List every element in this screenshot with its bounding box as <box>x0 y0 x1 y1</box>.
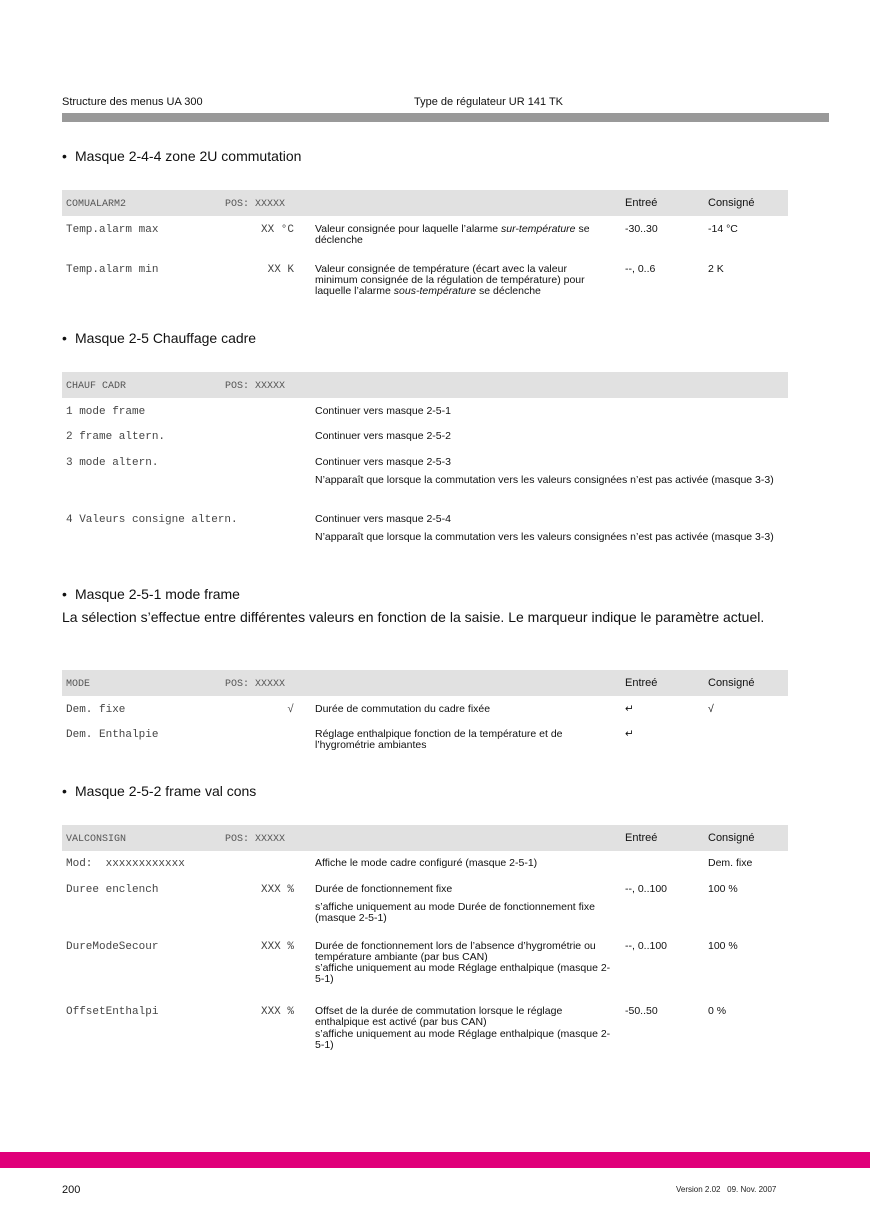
setpoint-value: 2 K <box>708 263 724 275</box>
param-name: Temp.alarm max <box>66 224 159 236</box>
mask-code: COMUALARM2 <box>66 199 127 210</box>
section-title-text: Masque 2-5 Chauffage cadre <box>75 330 257 346</box>
footer-bar <box>0 1152 870 1168</box>
desc-text: se déclenche <box>315 223 590 246</box>
param-name: Temp.alarm min <box>66 264 159 276</box>
pos-label: POS: XXXXX <box>225 199 286 210</box>
mask-code: VALCONSIGN <box>66 834 127 845</box>
setpoint-value: Dem. fixe <box>708 857 753 869</box>
entry-value: --, 0..100 <box>625 940 668 952</box>
param-description: Affiche le mode cadre configuré (masque 2-5-1) <box>315 857 538 869</box>
desc-text: se déclenche <box>476 285 541 297</box>
param-name: 4 Valeurs consigne altern. <box>66 514 238 526</box>
param-note: s’affiche uniquement au mode Durée de fonctionnement fixe (masque 2-5-1) <box>315 901 595 924</box>
param-description: Durée de fonctionnement fixe <box>315 883 453 895</box>
param-unit: XX °C <box>260 224 294 236</box>
setpoint-value: -14 °C <box>708 223 738 235</box>
param-note: N’apparaît que lorsque la commutation vers les valeurs consignées n’est pas activée (masque 3-3) <box>315 531 774 543</box>
bullet: • <box>62 148 67 164</box>
section-title-text: Masque 2-5-1 mode frame <box>75 586 240 602</box>
table-header <box>62 670 788 696</box>
entry-value: -30..30 <box>625 223 658 235</box>
param-name: Dem. fixe <box>66 704 126 716</box>
bullet: • <box>62 330 67 346</box>
enter-key-icon: ↵ <box>625 703 634 715</box>
desc-emphasis: sous-température <box>393 285 477 297</box>
section-title-2-5-1 <box>62 586 240 602</box>
mask-code: CHAUF CADR <box>66 381 127 392</box>
param-description <box>315 264 612 297</box>
setpoint-value: 100 % <box>708 883 738 895</box>
param-name: 2 frame altern. <box>66 431 166 443</box>
section-title-2-5 <box>62 330 256 346</box>
param-unit: XX K <box>267 264 294 276</box>
entry-value: --, 0..100 <box>625 883 668 895</box>
pos-label: POS: XXXXX <box>225 834 286 845</box>
section-title-text: Masque 2-4-4 zone 2U commutation <box>75 148 302 164</box>
setpoint-heading: Consigné <box>708 677 755 689</box>
header-divider <box>62 113 829 122</box>
param-name: 1 mode frame <box>66 406 146 418</box>
param-description: Offset de la durée de commutation lorsque le réglage enthalpique est activé (par bus CAN) <box>315 1005 563 1028</box>
bullet: • <box>62 586 67 602</box>
param-name: 3 mode altern. <box>66 457 159 469</box>
setpoint-heading: Consigné <box>708 197 755 209</box>
param-unit: XXX % <box>260 884 294 896</box>
check-mark: √ <box>708 703 714 715</box>
param-name: Dem. Enthalpie <box>66 729 159 741</box>
desc-text: Valeur consignée de température (écart avec la valeur minimum consignée de la régulation de température) pour laquelle l’alarme <box>315 263 585 297</box>
param-name: DureModeSecour <box>66 941 159 953</box>
param-description: Réglage enthalpique fonction de la température et de l’hygrométrie ambiantes <box>315 728 563 751</box>
entry-heading: Entreé <box>625 832 658 844</box>
param-unit: XXX % <box>260 941 294 953</box>
check-mark: √ <box>287 704 294 716</box>
table-header <box>62 825 788 851</box>
param-name: Mod: xxxxxxxxxxxx <box>66 858 185 870</box>
param-description: Continuer vers masque 2-5-2 <box>315 430 451 442</box>
setpoint-value: 100 % <box>708 940 738 952</box>
version-info: Version 2.02 09. Nov. 2007 <box>676 1185 777 1194</box>
param-description <box>315 224 615 246</box>
setpoint-value: 0 % <box>708 1005 727 1017</box>
pos-label: POS: XXXXX <box>225 381 286 392</box>
param-description: Continuer vers masque 2-5-3 <box>315 456 451 468</box>
entry-heading: Entreé <box>625 677 658 689</box>
section-title-2-4-4 <box>62 148 301 164</box>
pos-label: POS: XXXXX <box>225 679 286 690</box>
section-paragraph: La sélection s’effectue entre différentes valeurs en fonction de la saisie. Le marqueur indique le paramètre actuel. <box>62 609 765 625</box>
table-header <box>62 372 788 398</box>
param-description: Continuer vers masque 2-5-1 <box>315 405 451 417</box>
header-center: Type de régulateur UR 141 TK <box>414 96 563 108</box>
entry-value: -50..50 <box>625 1005 658 1017</box>
mask-code: MODE <box>66 679 91 690</box>
param-description: Continuer vers masque 2-5-4 <box>315 513 451 525</box>
setpoint-heading: Consigné <box>708 832 755 844</box>
table-header <box>62 190 788 216</box>
param-note: s’affiche uniquement au mode Réglage enthalpique (masque 2-5-1) <box>315 1028 611 1051</box>
param-name: OffsetEnthalpi <box>66 1006 159 1018</box>
section-title-2-5-2 <box>62 783 256 799</box>
header-left: Structure des menus UA 300 <box>62 96 203 108</box>
param-note: s’affiche uniquement au mode Réglage enthalpique (masque 2-5-1) <box>315 962 611 985</box>
entry-heading: Entreé <box>625 197 658 209</box>
section-title-text: Masque 2-5-2 frame val cons <box>75 783 257 799</box>
param-description: Durée de commutation du cadre fixée <box>315 703 491 715</box>
param-unit: XXX % <box>260 1006 294 1018</box>
enter-key-icon: ↵ <box>625 728 634 740</box>
bullet: • <box>62 783 67 799</box>
param-name: Duree enclench <box>66 884 159 896</box>
page-number: 200 <box>62 1184 81 1196</box>
desc-emphasis: sur-température <box>501 223 576 235</box>
param-description: Durée de fonctionnement lors de l’absence d’hygrométrie ou température ambiante (par bus CAN) <box>315 940 596 963</box>
param-note: N’apparaît que lorsque la commutation vers les valeurs consignées n’est pas activée (masque 3-3) <box>315 474 774 486</box>
entry-value: --, 0..6 <box>625 263 656 275</box>
desc-text: Valeur consignée pour laquelle l’alarme <box>315 223 502 235</box>
